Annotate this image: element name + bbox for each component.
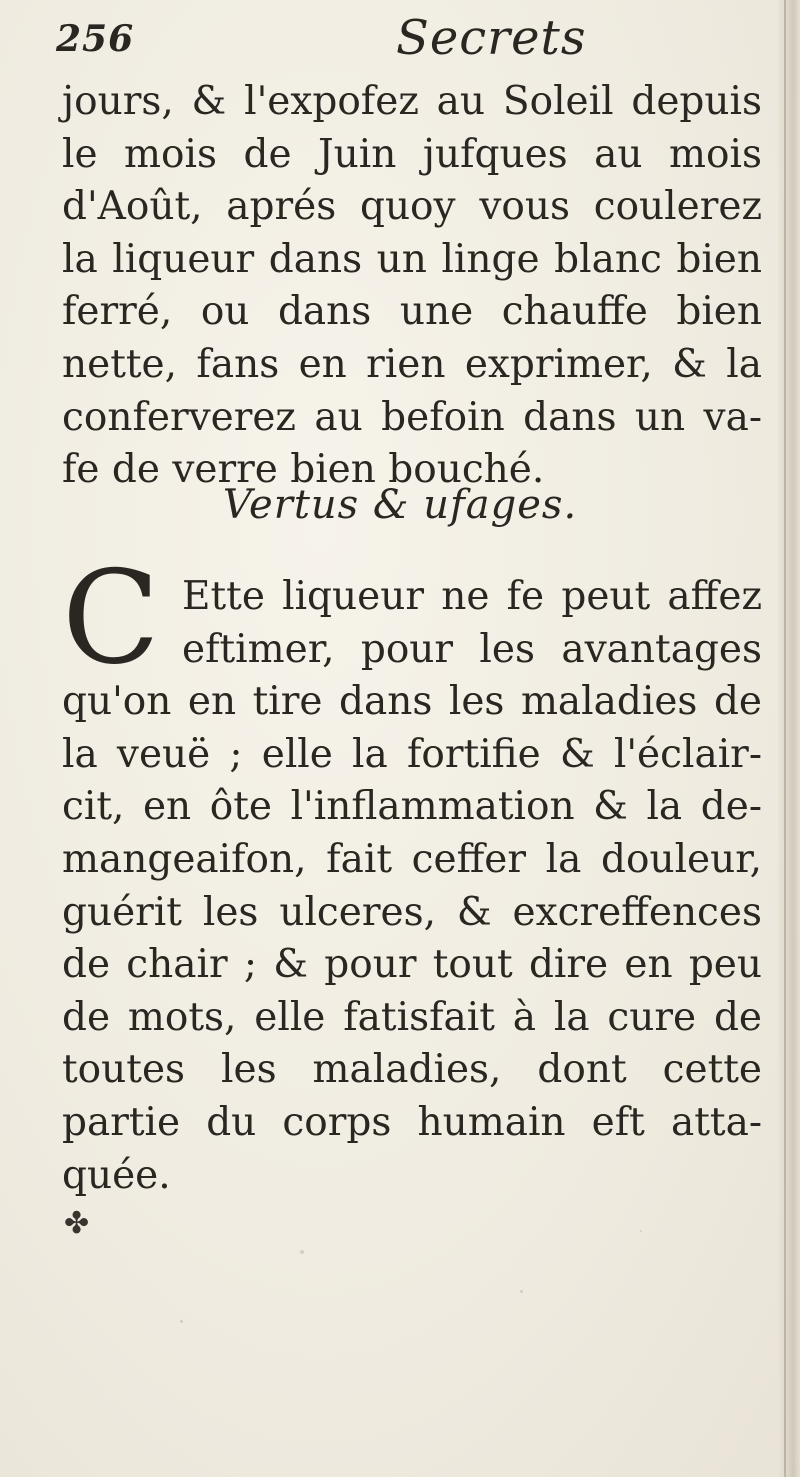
page-header (56, 10, 756, 70)
text-line: eftimer, pour les avantages (182, 626, 762, 672)
gutter-fold-line (784, 0, 786, 1477)
text-line: mangeaifon, fait ceffer la douleur, (62, 836, 762, 882)
text-line: le mois de Juin jufques au mois (62, 131, 762, 177)
page-number: 256 (56, 18, 135, 60)
text-line: conferverez au befoin dans un va- (62, 394, 762, 440)
section-title: Vertus & ufages. (222, 482, 578, 528)
text-line: guérit les ulceres, & excreffences (62, 889, 762, 935)
paragraph-2 (62, 544, 762, 1203)
text-line: ferré, ou dans une chauffe bien (62, 289, 762, 335)
text-line: de chair ; & pour tout dire en peu (62, 942, 762, 988)
text-line: cit, en ôte l'inflammation & la de- (62, 784, 762, 830)
running-head: Secrets (396, 10, 587, 66)
paper-speck (640, 1230, 642, 1232)
text-line: qu'on en tire dans les maladies de (62, 679, 762, 725)
text-line: d'Août, aprés quoy vous coulerez (62, 184, 762, 230)
text-line: la veuë ; elle la fortifie & l'éclair- (62, 731, 762, 777)
text-line: quée. (62, 1152, 171, 1198)
text-line: la liqueur dans un linge blanc bien (62, 236, 762, 282)
text-line: nette, fans en rien exprimer, & la (62, 341, 762, 387)
text-line: Ette liqueur ne fe peut affez (182, 574, 762, 619)
text-line: fe de verre bien bouché. (62, 447, 545, 493)
text-line: toutes les maladies, dont cette (62, 1047, 762, 1093)
paper-speck (300, 1250, 304, 1254)
text-line: de mots, elle fatisfait à la cure de (62, 994, 762, 1040)
fleuron-ornament-icon: ✤ (64, 1206, 90, 1241)
text-line: partie du corps humain eft atta- (62, 1099, 762, 1145)
paragraph-1 (62, 76, 762, 497)
drop-cap: C (62, 544, 160, 693)
page-gutter (778, 0, 800, 1477)
paper-speck (180, 1320, 183, 1323)
text-line: jours, & l'expofez au Soleil depuis (62, 79, 762, 124)
paper-speck (520, 1290, 523, 1293)
